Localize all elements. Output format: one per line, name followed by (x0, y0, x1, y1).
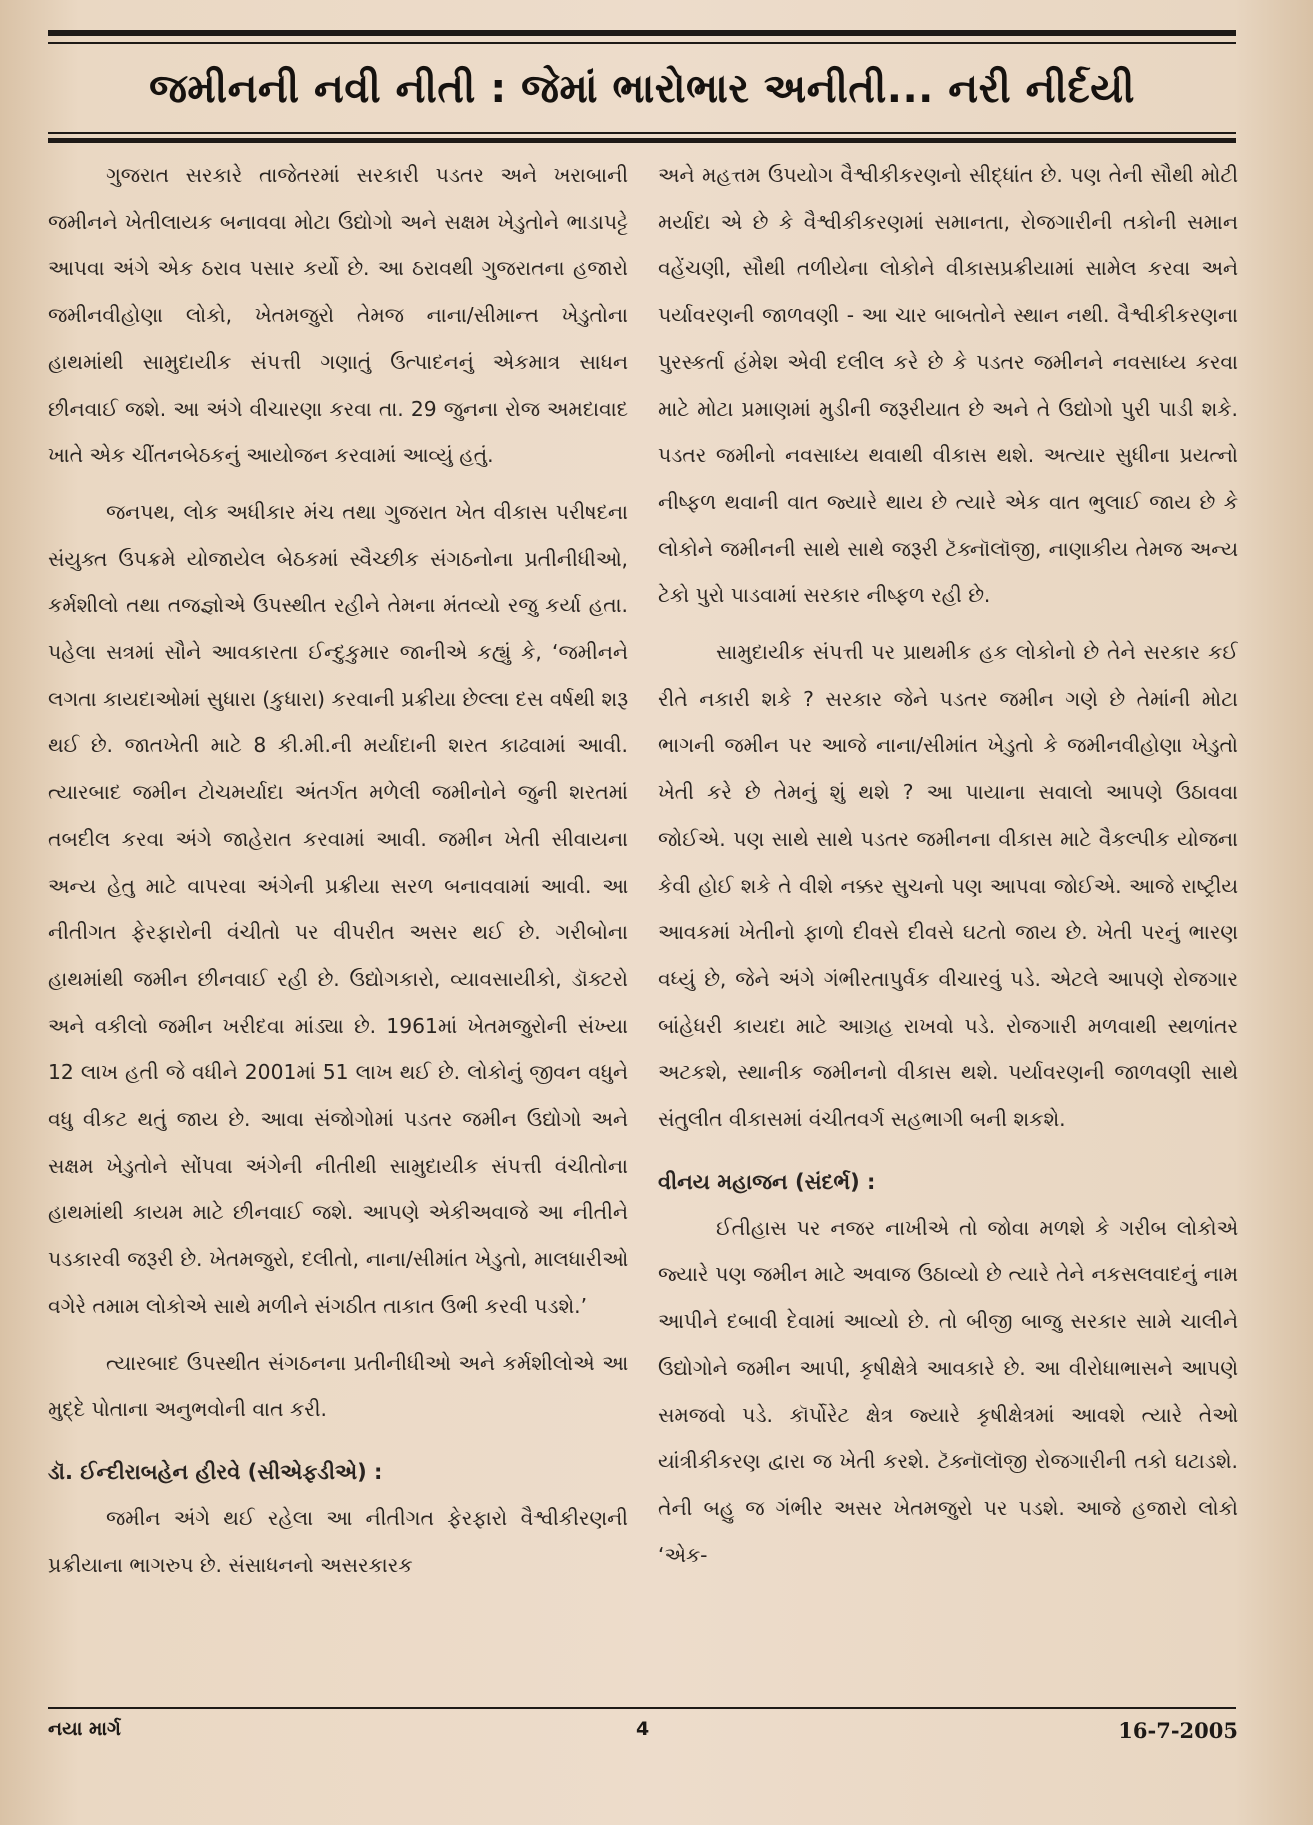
right-column (658, 152, 1238, 1707)
paragraph: ઈતીહાસ પર નજર નાખીએ તો જોવા મળશે કે ગરીબ લોકોએ જ્યારે પણ જમીન માટે અવાજ ઉઠાવ્યો છે ત્યારે તેને નકસલવાદનું નામ આપીને દબાવી દેવામાં આવ્યો છે. તો બીજી બાજુ સરકાર સામે ચાલીને ઉદ્યોગોને જમીન આપી, કૃષીક્ષેત્રે આવકારે છે. આ વીરોધાભાસને આપણે સમજવો પડે. કૉર્પોરેટ ક્ષેત્ર જ્યારે કૃષીક્ષેત્રમાં આવશે ત્યારે તેઓ યાંત્રીકીકરણ દ્વારા જ ખેતી કરશે. ટૅક્નૉલૉજી રોજગારીની તકો ઘટાડશે. તેની બહુ જ ગંભીર અસર ખેતમજુરો પર પડશે. આજે હજારો લોકો ‘એક- (658, 1215, 1238, 1567)
headline-rule-thick (48, 138, 1236, 143)
speaker-heading: ડૉ. ઈન્દીરાબહેન હીરવે (સીએફડીએ) : (48, 1459, 383, 1484)
top-rule-thick (48, 30, 1236, 36)
top-rule-thin (48, 42, 1236, 44)
speaker-heading: વીનય મહાજન (સંદર્ભ) : (658, 1169, 876, 1194)
page-number: 4 (636, 1718, 650, 1740)
paragraph: જનપથ, લોક અધીકાર મંચ તથા ગુજરાત ખેત વીકાસ પરીષદના સંયુક્ત ઉપક્રમે યોજાયેલ બેઠકમાં સ્વૈચ્છીક સંગઠનોના પ્રતીનીધીઓ, કર્મશીલો તથા તજજ્ઞોએ ઉપસ્થીત રહીને તેમના મંતવ્યો રજુ કર્યા હતા. પહેલા સત્રમાં સૌને આવકારતા ઈન્દુકુમાર જાનીએ કહ્યું કે, ‘જમીનને લગતા કાયદાઓમાં સુધારા (કુધારા) કરવાની પ્રક્રીયા છેલ્લા દસ વર્ષથી શરૂ થઈ છે. જાતખેતી માટે 8 કી.મી.ની મર્યાદાની શરત કાઢવામાં આવી. ત્યારબાદ જમીન ટોચમર્યાદા અંતર્ગત મળેલી જમીનોને જુની શરતમાં તબદીલ કરવા અંગે જાહેરાત કરવામાં આવી. જમીન ખેતી સીવાયના અન્ય હેતુ માટે વાપરવા અંગેની પ્રક્રીયા સરળ બનાવવામાં આવી. આ નીતીગત ફેરફારોની વંચીતો પર વીપરીત અસર થઈ છે. ગરીબોના હાથમાંથી જમીન છીનવાઈ રહી છે. ઉદ્યોગકારો, વ્યાવસાયીકો, ડૉક્ટરો અને વકીલો જમીન ખરીદવા માંડ્યા છે. 1961માં ખેતમજુરોની સંખ્યા 12 લાખ હતી જે વધીને 2001માં 51 લાખ થઈ છે. લોકોનું જીવન વધુને વધુ વીકટ થતું જાય છે. આવા સંજોગોમાં પડતર જમીન ઉદ્યોગો અને સક્ષમ ખેડુતોને સોંપવા અંગેની નીતીથી સામુદાયીક સંપત્તી વંચીતોના હાથમાંથી કાયમ માટે છીનવાઈ જશે. આપણે એકીઅવાજે આ નીતીને પડકારવી જરૂરી છે. ખેતમજુરો, દલીતો, નાના/સીમાંત ખેડુતો, માલધારીઓ વગેરે તમામ લોકોએ સાથે મળીને સંગઠીત તાકાત ઉભી કરવી પડશે.’ (48, 499, 628, 1318)
headline: જમીનની નવી નીતી : જેમાં ભારોભાર અનીતી... નરી નીર્દયી (149, 66, 1135, 112)
publication-name: નયા માર્ગ (48, 1718, 121, 1740)
paragraph: ગુજરાત સરકારે તાજેતરમાં સરકારી પડતર અને ખરાબાની જમીનને ખેતીલાયક બનાવવા મોટા ઉદ્યોગો અને સક્ષમ ખેડુતોને ભાડાપટ્ટે આપવા અંગે એક ઠરાવ પસાર કર્યો છે. આ ઠરાવથી ગુજરાતના હજારો જમીનવીહોણા લોકો, ખેતમજુરો તેમજ નાના/સીમાન્ત ખેડુતોના હાથમાંથી સામુદાયીક સંપત્તી ગણાતું ઉત્પાદનનું એકમાત્ર સાધન છીનવાઈ જશે. આ અંગે વીચારણા કરવા તા. 29 જુનના રોજ અમદાવાદ ખાતે એક ચીંતનબેઠકનું આયોજન કરવામાં આવ્યું હતું. (48, 163, 628, 468)
left-column (48, 152, 628, 1707)
footer-rule (48, 1707, 1236, 1709)
paragraph: ત્યારબાદ ઉપસ્થીત સંગઠનના પ્રતીનીધીઓ અને કર્મશીલોએ આ મુદ્દે પોતાના અનુભવોની વાત કરી. (48, 1350, 628, 1422)
paragraph: જમીન અંગે થઈ રહેલા આ નીતીગત ફેરફારો વૈશ્વીકીરણની પ્રક્રીયાના ભાગરુપ છે. સંસાધનનો અસરકારક (48, 1505, 628, 1577)
paragraph: અને મહત્તમ ઉપયોગ વૈશ્વીકીકરણનો સીદ્ધાંત છે. પણ તેની સૌથી મોટી મર્યાદા એ છે કે વૈશ્વીકીકરણમાં સમાનતા, રોજગારીની તકોની સમાન વહેંચણી, સૌથી તળીયેના લોકોને વીકાસપ્રક્રીયામાં સામેલ કરવા અને પર્યાવરણની જાળવણી - આ ચાર બાબતોને સ્થાન નથી. વૈશ્વીકીકરણના પુરસ્કર્તા હંમેશ એવી દલીલ કરે છે કે પડતર જમીનને નવસાધ્ય કરવા માટે મોટા પ્રમાણમાં મુડીની જરૂરીયાત છે અને તે ઉદ્યોગો પુરી પાડી શકે. પડતર જમીનો નવસાધ્ય થવાથી વીકાસ થશે. અત્યાર સુધીના પ્રયત્નો નીષ્ફળ થવાની વાત જ્યારે થાય છે ત્યારે એક વાત ભુલાઈ જાય છે કે લોકોને જમીનની સાથે સાથે જરૂરી ટૅક્નૉલૉજી, નાણાકીય તેમજ અન્ય ટેકો પુરો પાડવામાં સરકાર નીષ્ફળ રહી છે. (658, 163, 1238, 608)
headline-rule-thin (48, 132, 1236, 134)
paragraph: સામુદાયીક સંપત્તી પર પ્રાથમીક હક લોકોનો છે તેને સરકાર કઈ રીતે નકારી શકે ? સરકાર જેને પડતર જમીન ગણે છે તેમાંની મોટા ભાગની જમીન પર આજે નાના/સીમાંત ખેડુતો કે જમીનવીહોણા ખેડુતો ખેતી કરે છે તેમનું શું થશે ? આ પાયાના સવાલો આપણે ઉઠાવવા જોઈએ. પણ સાથે સાથે પડતર જમીનના વીકાસ માટે વૈકલ્પીક યોજના કેવી હોઈ શકે તે વીશે નક્કર સુચનો પણ આપવા જોઈએ. આજે રાષ્ટ્રીય આવકમાં ખેતીનો ફાળો દીવસે દીવસે ઘટતો જાય છે. ખેતી પરનું ભારણ વધ્યું છે, જેને અંગે ગંભીરતાપુર્વક વીચારવું પડે. એટલે આપણે રોજગાર બાંહેધરી કાયદા માટે આગ્રહ રાખવો પડે. રોજગારી મળવાથી સ્થળાંતર અટકશે, સ્થાનીક જમીનનો વીકાસ થશે. પર્યાવરણની જાળવણી સાથે સંતુલીત વીકાસમાં વંચીતવર્ગ સહભાગી બની શકશે. (658, 640, 1238, 1132)
issue-date: 16-7-2005 (1118, 1718, 1238, 1743)
